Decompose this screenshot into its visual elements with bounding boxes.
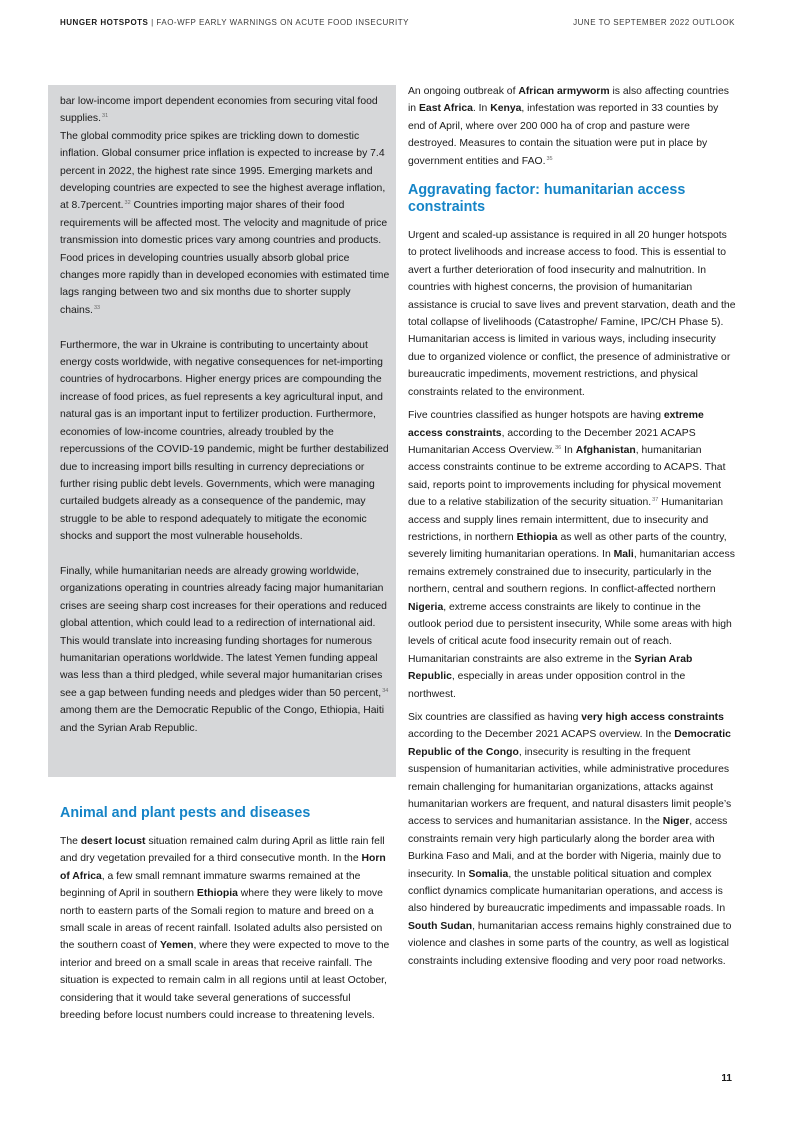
- running-header-title: [60, 18, 409, 27]
- box-text: Countries importing major shares of their food requirements will be affected most. The velocity and magnitude of price transmission into domestic prices vary among countries and products. Food prices in developing countries usually absorb global price changes more rapidly than in developed economies with estimated time lags ranging between two and six months due to shorter supply chains.: [60, 200, 390, 316]
- box-paragraph: [60, 128, 390, 319]
- emphasis: Democratic Republic of the Congo: [408, 729, 731, 758]
- emphasis: African armyworm: [518, 86, 610, 97]
- header-period: JUNE TO SEPTEMBER 2022 OUTLOOK: [573, 18, 735, 27]
- very-high-constraints-paragraph: Six countries are classified as having very high access constraints according to the December 2021 ACAPS overview. In the Democratic Republic of the Congo, insecurity is resulting in the frequent suspension of humanitarian activities, while administrative procedures remain challenging for humanitarian organizations, attacks against humanitarian workers are frequent, and natural disasters limit people’s access to services and humanitarian assistance. In the Niger, access constraints remain very high particularly along the border area with Burkina Faso and Mali, and at the border with Nigeria, mainly due to insecurity. In Somalia, the unstable political situation and complex conflict dynamics complicate humanitarian operations, and access is also hindered by bureaucratic impediments and impassable roads. In South Sudan, humanitarian access remains highly constrained due to violence and clashes in some parts of the country, as well as logistical constraints including extensive flooding and very poor road networks.: [408, 712, 732, 967]
- box-text: bar low-income import dependent economies from securing vital food supplies.: [60, 96, 378, 125]
- highlight-box-text: [60, 93, 390, 737]
- footnote-ref: 34: [382, 687, 389, 694]
- box-text: The global commodity price spikes are trickling down to domestic inflation. Global consumer price inflation is expected to increase by 7.4 percent in 2022, the highest rate since 1995. Emerging markets and developing countries are expected to see the highest average inflation, at 8.7percent.: [60, 130, 386, 212]
- emphasis: Niger: [662, 816, 690, 828]
- emphasis: Afghanistan: [575, 444, 636, 456]
- box-paragraph: [60, 563, 390, 737]
- extreme-constraints-paragraph: Five countries classified as hunger hotspots are having extreme access constraints, according to the December 2021 ACAPS Humanitarian Access Overview.$^{36}$ In Afghanistan, humanitarian access constraints continue to be extreme according to ACAPS. That said, reports point to improvements including for physical movement due to a relative stabilization of the security situation.$^{37}$ Humanitarian access and supply lines remain intermittent, due to insecurity and restrictions, in northern Ethiopia as well as other parts of the country, severely limiting humanitarian operations. In Mali, humanitarian access remains extremely constrained due to insecurity, particularly in the northern, central and southern regions. In conflict-affected northern Nigeria, extreme access constraints are likely to continue in the outlook period due to persistent insecurity, While some areas with high levels of critical acute food insecurity remain out of reach. Humanitarian constraints are also extreme in the Syrian Arab Republic, especially in areas under opposition control in the northwest.: [408, 410, 735, 700]
- emphasis: Yemen: [159, 940, 194, 952]
- emphasis: very high access constraints: [581, 712, 724, 723]
- emphasis: Somalia: [468, 868, 509, 880]
- emphasis: Syrian Arab Republic: [408, 653, 693, 683]
- box-paragraph: [60, 93, 390, 128]
- emphasis: desert locust: [80, 836, 146, 847]
- section-heading-access: Aggravating factor: humanitarian access constraints: [408, 182, 686, 216]
- box-text: Finally, while humanitarian needs are already growing worldwide, organizations operating in countries already facing major humanitarian crises are seeing sharp cost increases for their operations and reduced global attention, which could lead to a redirection of international aid. This would translate into increasing funding shortages for numerous humanitarian operations worldwide. The latest Yemen funding appeal was less than a third pledged, while several major humanitarian crises see a gap between funding needs and pledges wider than 50 percent,: [60, 565, 387, 699]
- box-paragraph: Furthermore, the war in Ukraine is contributing to uncertainty about energy costs worldwide, with negative consequences for net-importing countries of hydrocarbons. Higher energy prices are compounding the increase of food prices, as fuel represents a key agricultural input, and natural gas is an important input to fertilizer production. Furthermore, economies of low-income countries, already troubled by the repercussions of the COVID-19 pandemic, might be further destabilized due to increasing import bills resulting in currency depreciations or further rising public debt levels. Governments, which were managing curtailed budgets already as a consequence of the pandemic, may struggle to be able to respond adequately to mitigate the economic shocks and support the most vulnerable households.: [60, 339, 389, 543]
- armyworm-paragraph: An ongoing outbreak of African armyworm is also affecting countries in East Africa. In Kenya, infestation was reported in 33 counties by end of April, where over 200 000 ha of crop and pasture were destroyed. Measures to contain the situation were put in place by government entities and FAO.$^{35}$: [408, 86, 729, 167]
- pests-paragraph: The desert locust situation remained calm during April as little rain fell and dry vegetation prevailed for a third consecutive month. In the Horn of Africa, a few small remnant immature swarms remained at the beginning of April in southern Ethiopia where they were likely to move north to eastern parts of the Somali region to mature and breed on a small scale in areas of recent rainfall. Isolated adults also persisted on the southern coast of Yemen, where they were expected to move to the interior and breed on a small scale in areas that receive rainfall. The situation is expected to remain calm in all regions until at least October, considering that it would take several generations of successful breeding before locust numbers could increase to threatening levels.: [60, 836, 390, 1022]
- header-brand: HUNGER HOTSPOTS: [60, 18, 149, 27]
- footnote-ref: 33: [93, 304, 101, 311]
- section-heading-pests: Animal and plant pests and diseases: [60, 805, 311, 821]
- emphasis: East Africa: [418, 103, 473, 115]
- footnote-ref: 31: [102, 113, 109, 120]
- emphasis: Kenya: [490, 103, 522, 115]
- emphasis: Mali: [613, 549, 634, 561]
- footnote-ref: 36: [555, 444, 562, 451]
- emphasis: extreme access constraints: [408, 410, 704, 439]
- emphasis: Horn of Africa: [60, 853, 386, 882]
- footnote-ref: 32: [124, 200, 131, 207]
- box-text: among them are the Democratic Republic of the Congo, Ethiopia, Haiti and the Syrian Arab Republic.: [60, 705, 385, 734]
- footnote-ref: 37: [652, 497, 659, 504]
- right-column: [408, 83, 736, 970]
- pests-section: [60, 805, 390, 1024]
- emphasis: Ethiopia: [516, 531, 558, 543]
- footnote-ref: 35: [546, 155, 553, 162]
- emphasis: Ethiopia: [196, 888, 238, 900]
- emphasis: South Sudan: [408, 920, 473, 932]
- header-subtitle: | FAO-WFP EARLY WARNINGS ON ACUTE FOOD INSECURITY: [148, 18, 409, 27]
- page-number: 11: [721, 1073, 732, 1084]
- access-intro-paragraph: Urgent and scaled-up assistance is required in all 20 hunger hotspots to protect livelihoods and increase access to food. This is essential to avert a further deterioration of food insecurity and malnutrition. In countries with highest concerns, the provision of humanitarian assistance is crucial to save lives and prevent starvation, death and the total collapse of livelihoods (Catastrophe/ Famine, IPC/CH Phase 5). Humanitarian access is limited in various ways, including insecurity due to organized violence or conflict, the presence of administrative or bureaucratic impediments, movement restrictions, and physical constraints related to the environment.: [408, 230, 736, 398]
- emphasis: Nigeria: [408, 601, 444, 613]
